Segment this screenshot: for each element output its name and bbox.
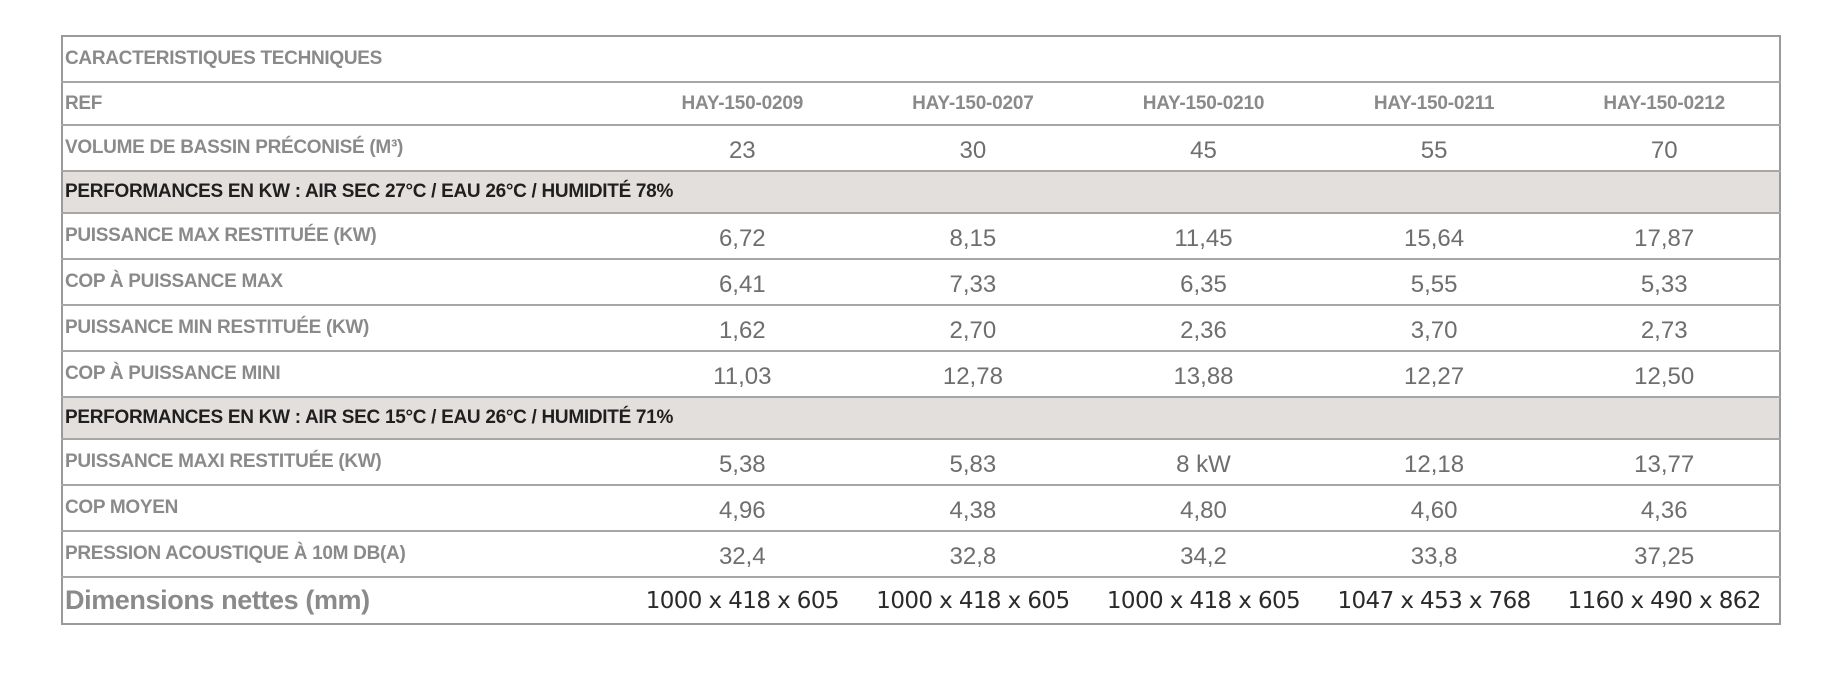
cell-value: 12,18 (1319, 439, 1550, 485)
ref-row (62, 82, 1780, 125)
volume-row (62, 125, 1780, 171)
volume-value: 45 (1088, 125, 1319, 171)
row-label: PRESSION ACOUSTIQUE À 10M DB(A) (62, 531, 627, 577)
table-row (62, 485, 1780, 531)
ref-value: HAY-150-0207 (858, 82, 1089, 125)
dimensions-value: 1000 x 418 x 605 (1088, 577, 1319, 624)
cell-value: 4,36 (1549, 485, 1780, 531)
cell-value: 5,55 (1319, 259, 1550, 305)
cell-value: 4,38 (858, 485, 1089, 531)
cell-value: 3,70 (1319, 305, 1550, 351)
cell-value: 6,41 (627, 259, 858, 305)
table-row (62, 439, 1780, 485)
section-header-row (62, 397, 1780, 439)
cell-value: 8,15 (858, 213, 1089, 259)
table-title: CARACTERISTIQUES TECHNIQUES (65, 48, 383, 69)
row-label: PUISSANCE MIN RESTITUÉE (KW) (62, 305, 627, 351)
row-label: PUISSANCE MAX RESTITUÉE (KW) (62, 213, 627, 259)
section-title-15c: PERFORMANCES EN KW : AIR SEC 15°C / EAU 26°C / HUMIDITÉ 71% (62, 397, 1780, 439)
cell-value: 13,77 (1549, 439, 1780, 485)
cell-value: 32,8 (858, 531, 1089, 577)
volume-value: 23 (627, 125, 858, 171)
cell-value: 33,8 (1319, 531, 1550, 577)
table-row (62, 531, 1780, 577)
cell-value: 8 kW (1088, 439, 1319, 485)
row-label: COP À PUISSANCE MINI (62, 351, 627, 397)
table-row (62, 305, 1780, 351)
ref-value: HAY-150-0212 (1549, 82, 1780, 125)
cell-value: 15,64 (1319, 213, 1550, 259)
row-label: COP MOYEN (62, 485, 627, 531)
dimensions-value: 1160 x 490 x 862 (1549, 577, 1780, 624)
cell-value: 11,45 (1088, 213, 1319, 259)
dimensions-label: Dimensions nettes (mm) (62, 577, 627, 624)
volume-value: 70 (1549, 125, 1780, 171)
cell-value: 1,62 (627, 305, 858, 351)
dimensions-value: 1047 x 453 x 768 (1319, 577, 1550, 624)
volume-label: VOLUME DE BASSIN PRÉCONISÉ (M³) (62, 125, 627, 171)
cell-value: 2,36 (1088, 305, 1319, 351)
ref-value: HAY-150-0211 (1319, 82, 1550, 125)
cell-value: 17,87 (1549, 213, 1780, 259)
specifications-table (61, 35, 1781, 625)
cell-value: 5,33 (1549, 259, 1780, 305)
table-title-row (62, 36, 1780, 82)
cell-value: 2,73 (1549, 305, 1780, 351)
cell-value: 13,88 (1088, 351, 1319, 397)
row-label: COP À PUISSANCE MAX (62, 259, 627, 305)
volume-value: 30 (858, 125, 1089, 171)
cell-value: 5,83 (858, 439, 1089, 485)
cell-value: 6,35 (1088, 259, 1319, 305)
section-title-27c: PERFORMANCES EN KW : AIR SEC 27°C / EAU 26°C / HUMIDITÉ 78% (62, 171, 1780, 213)
cell-value: 11,03 (627, 351, 858, 397)
cell-value: 12,27 (1319, 351, 1550, 397)
table-row (62, 213, 1780, 259)
table-row (62, 259, 1780, 305)
cell-value: 12,50 (1549, 351, 1780, 397)
cell-value: 4,60 (1319, 485, 1550, 531)
dimensions-value: 1000 x 418 x 605 (858, 577, 1089, 624)
row-label: PUISSANCE MAXI RESTITUÉE (KW) (62, 439, 627, 485)
cell-value: 34,2 (1088, 531, 1319, 577)
dimensions-row (62, 577, 1780, 624)
cell-value: 5,38 (627, 439, 858, 485)
cell-value: 2,70 (858, 305, 1089, 351)
cell-value: 12,78 (858, 351, 1089, 397)
cell-value: 4,96 (627, 485, 858, 531)
cell-value: 32,4 (627, 531, 858, 577)
dimensions-value: 1000 x 418 x 605 (627, 577, 858, 624)
section-header-row (62, 171, 1780, 213)
cell-value: 4,80 (1088, 485, 1319, 531)
ref-value: HAY-150-0210 (1088, 82, 1319, 125)
volume-value: 55 (1319, 125, 1550, 171)
ref-value: HAY-150-0209 (627, 82, 858, 125)
cell-value: 37,25 (1549, 531, 1780, 577)
cell-value: 6,72 (627, 213, 858, 259)
ref-label: REF (62, 82, 627, 125)
cell-value: 7,33 (858, 259, 1089, 305)
table-row (62, 351, 1780, 397)
